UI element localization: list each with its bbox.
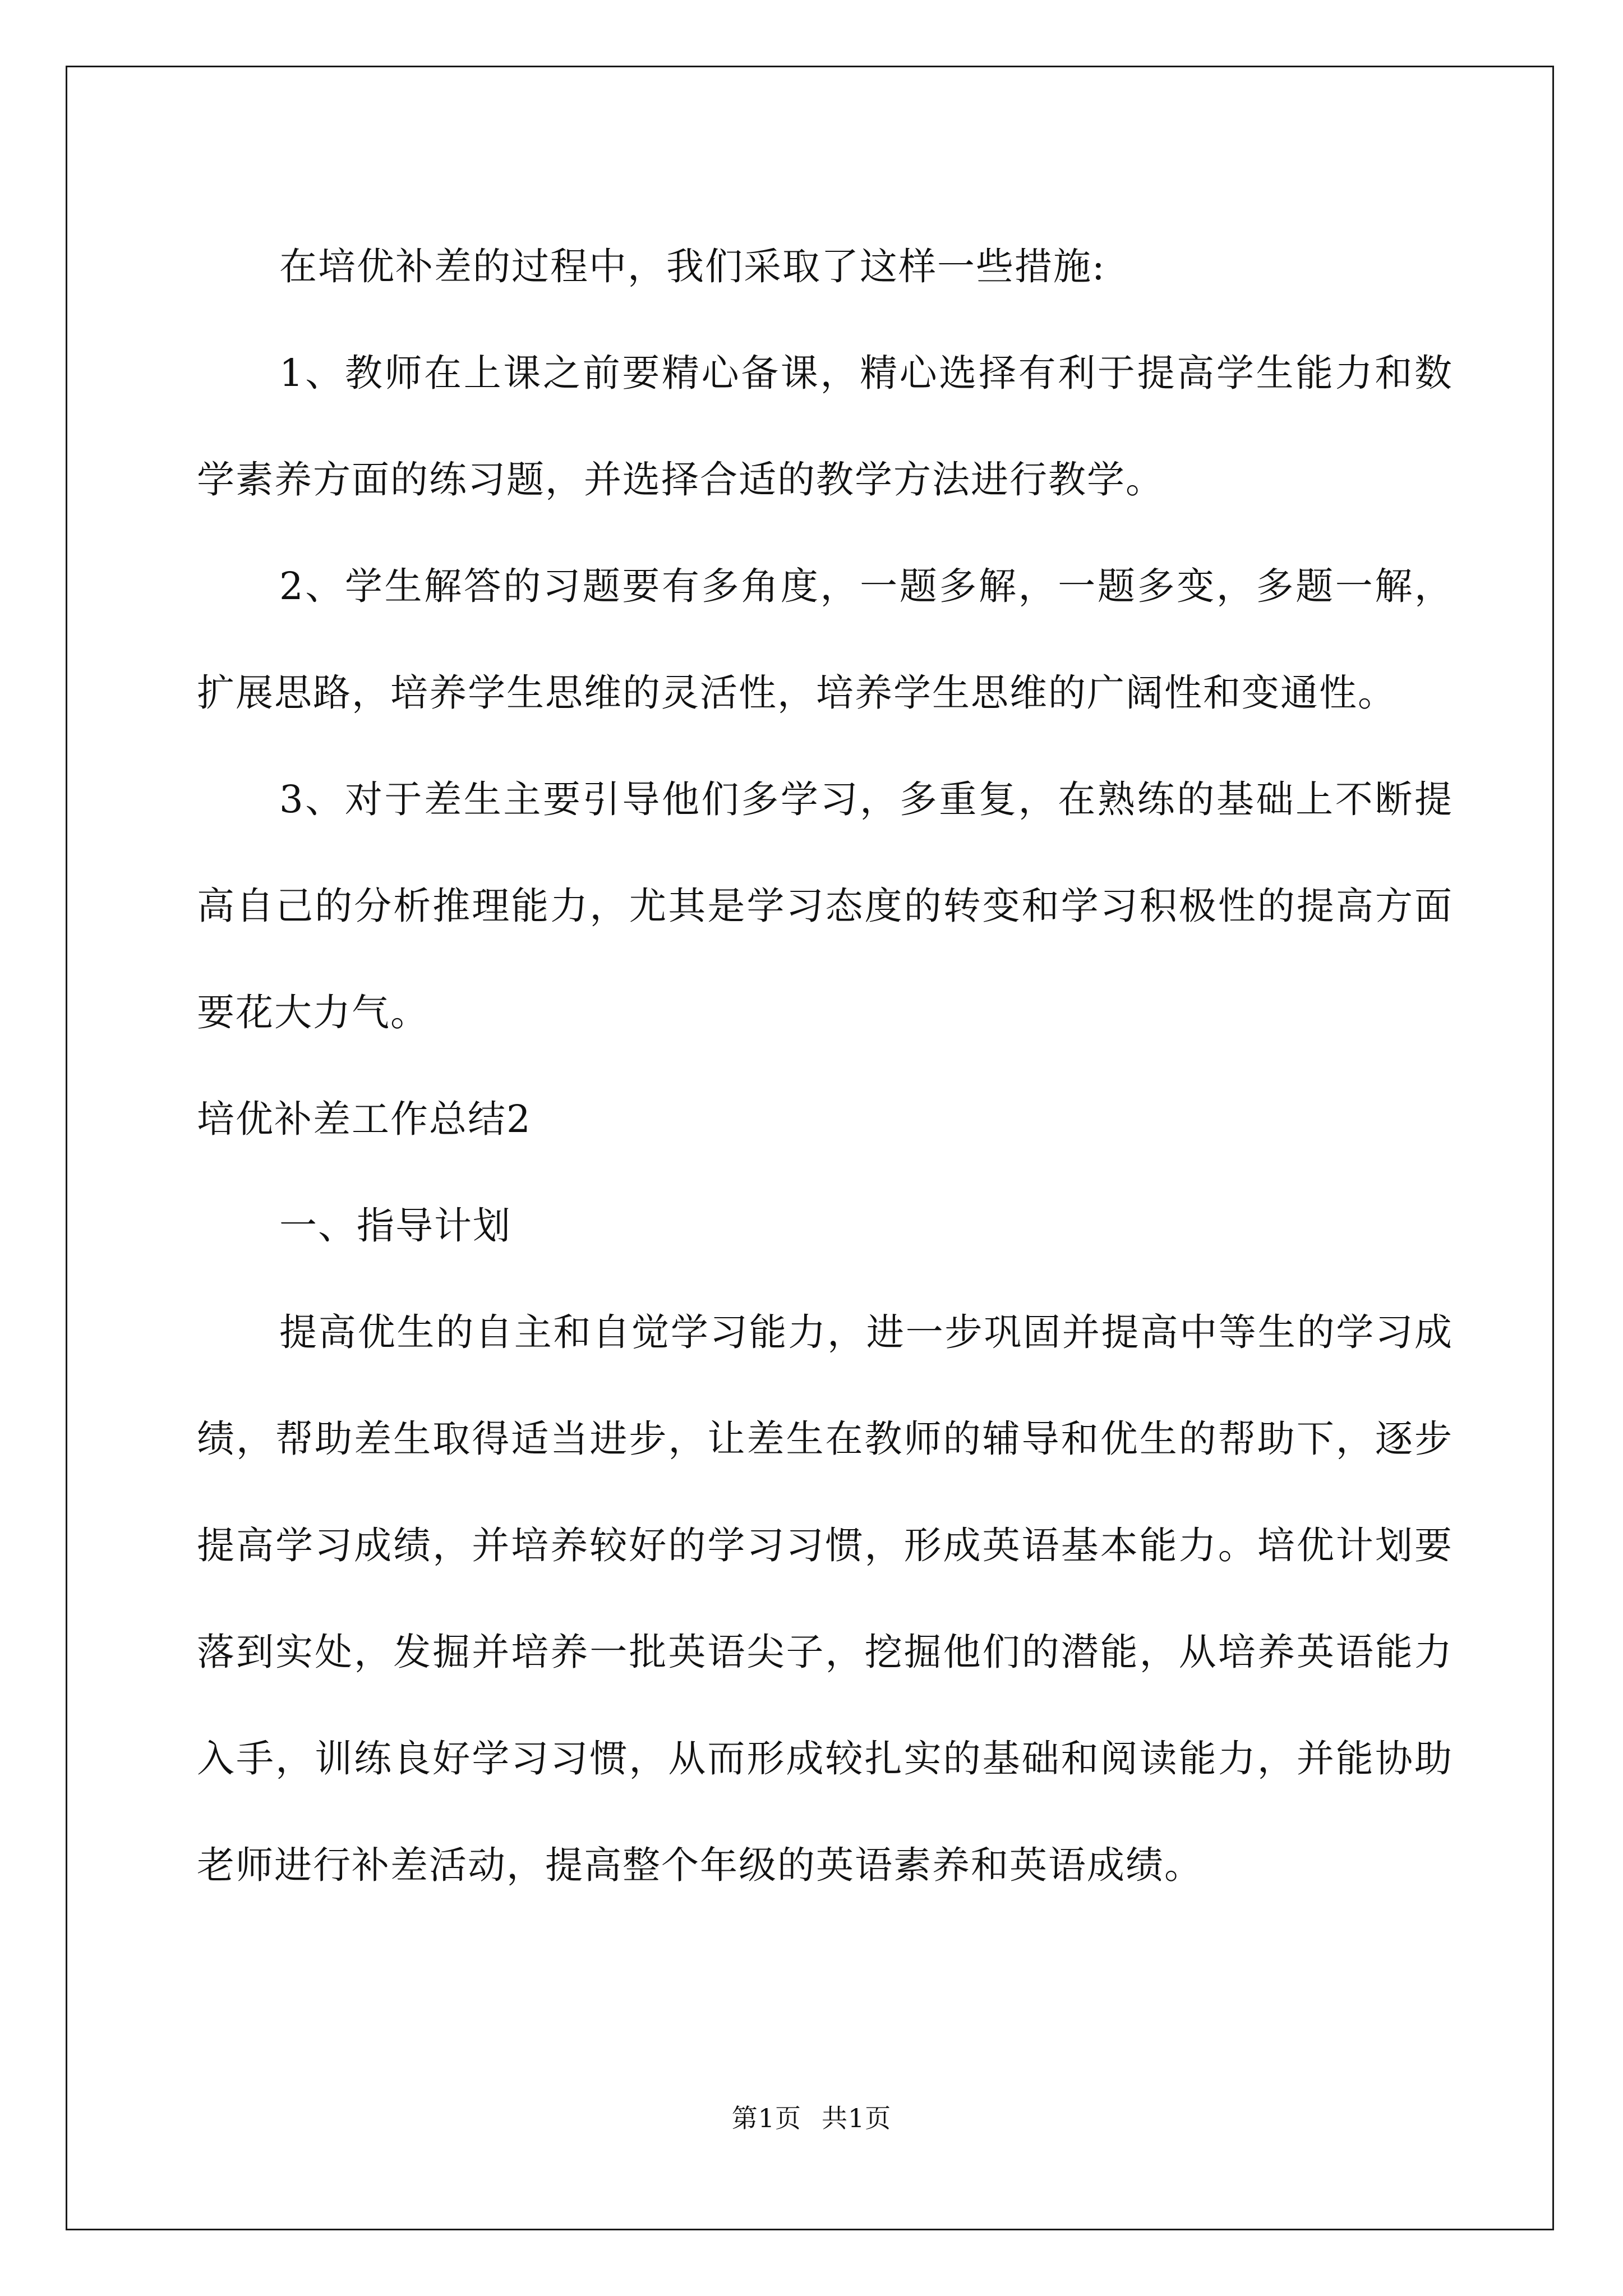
document-body [197, 213, 1453, 1918]
paragraph-intro: 在培优补差的过程中，我们采取了这样一些措施: [279, 245, 1106, 288]
paragraph-item-3: 3、对于差生主要引导他们多学习，多重复，在熟练的基础上不断提高自己的分析推理能力，尤其是学习态度的转变和学习积极性的提高方面要花大力气。 [197, 777, 1453, 1034]
paragraph-item-1: 1、教师在上课之前要精心备课，精心选择有利于提高学生能力和数学素养方面的练习题，并选择合适的教学方法进行教学。 [197, 351, 1453, 501]
section-title: 培优补差工作总结2 [197, 1097, 532, 1141]
page-total: 共1页 [822, 2103, 892, 2133]
paragraph-item-2: 2、学生解答的习题要有多角度，一题多解，一题多变，多题一解，扩展思路，培养学生思维的灵活性，培养学生思维的广阔性和变通性。 [197, 564, 1453, 715]
paragraph-plan: 提高优生的自主和自觉学习能力，进一步巩固并提高中等生的学习成绩，帮助差生取得适当进步，让差生在教师的辅导和优生的帮助下，逐步提高学习成绩，并培养较好的学习习惯，形成英语基本能力。培优计划要落到实处，发掘并培养一批英语尖子，挖掘他们的潜能，从培养英语能力入手，训练良好学习习惯，从而形成较扎实的基础和阅读能力，并能协助老师进行补差活动，提高整个年级的英语素养和英语成绩。 [197, 1310, 1453, 1887]
subheading: 一、指导计划 [279, 1204, 511, 1248]
page-footer [0, 2098, 1623, 2135]
page-number: 第1页 [731, 2103, 801, 2133]
